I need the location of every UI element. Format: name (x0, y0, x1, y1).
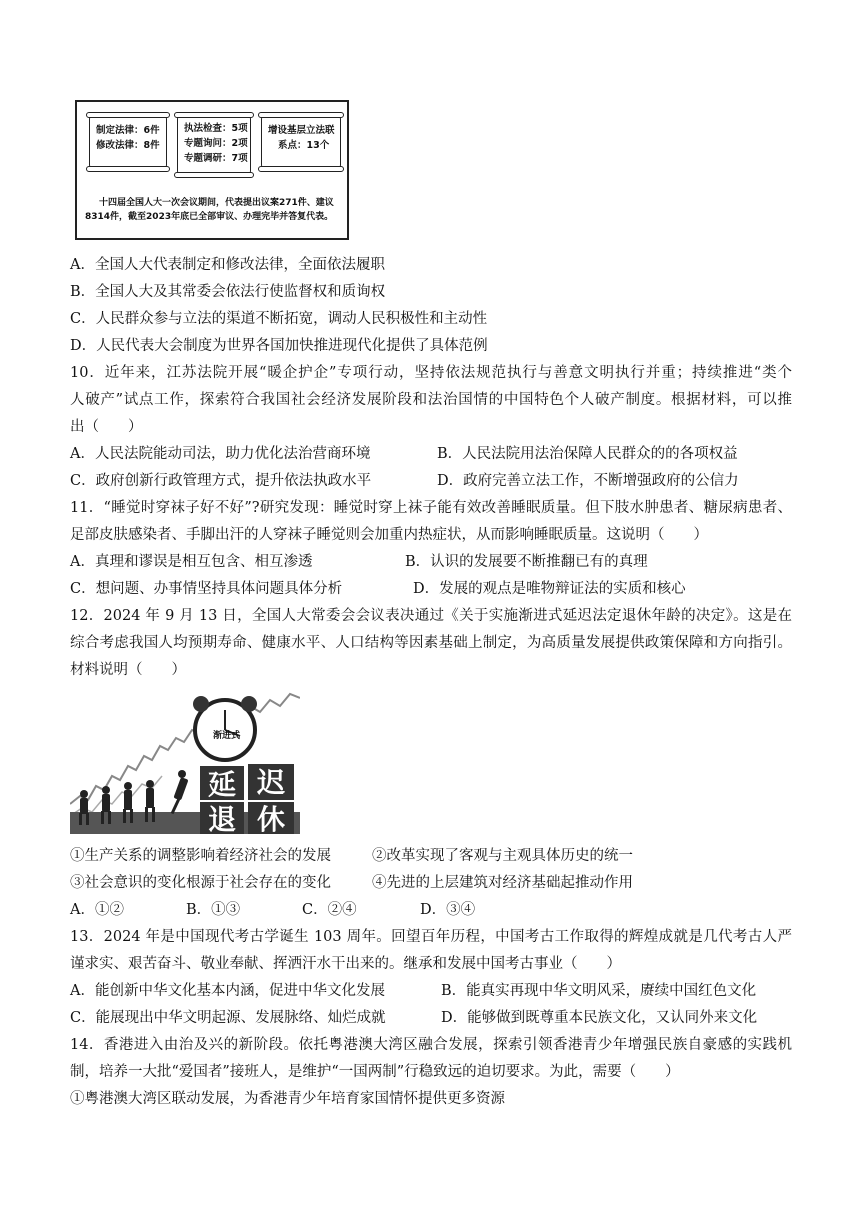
tile-yan-text: 延 (208, 768, 237, 801)
q9-option-c: C．人民群众参与立法的渠道不断拓宽，调动人民积极性和主动性 (70, 311, 488, 327)
npc-statistics-figure (75, 100, 349, 240)
q11-option-a: A．真理和谬误是相互包含、相互渗透 (70, 554, 313, 570)
scroll-text: 专题询问：2项 (184, 138, 248, 149)
caption-line: 十四届全国人大一次会议期间，代表提出议案271件、建议 (99, 198, 334, 208)
q14-stem-line: 14．香港进入由治及兴的新阶段。依托粤港澳大湾区融合发展，探索引领香港青少年增强民族自豪感的实践机 (70, 1037, 792, 1053)
tile-chi-text: 迟 (257, 766, 286, 799)
q10-option-d: D．政府完善立法工作，不断增强政府的公信力 (437, 473, 739, 489)
clock-label: 渐进式 (213, 731, 241, 741)
legislative-contact-scroll (261, 116, 341, 168)
supervision-scroll (177, 116, 251, 174)
q13-stem-line: 谨求实、艰苦奋斗、敬业奉献、挥洒汗水干出来的。继承和发展中国考古事业（ ） (70, 956, 621, 972)
q11-option-d: D．发展的观点是唯物辩证法的实质和核心 (413, 581, 686, 597)
scroll-text: 修改法律：8件 (96, 140, 160, 151)
q10-option-a: A．人民法院能动司法，助力优化法治营商环境 (70, 446, 371, 462)
delayed-retirement-cartoon (70, 686, 300, 834)
q11-option-c: C．想问题、办事情坚持具体问题具体分析 (70, 581, 343, 597)
q12-statement-4: ④先进的上层建筑对经济基础起推动作用 (372, 875, 633, 891)
scroll-text: 系点：13个 (278, 140, 330, 151)
q10-stem-line: 出（ ） (70, 419, 143, 435)
q10-option-b: B．人民法院用法治保障人民群众的的各项权益 (437, 446, 738, 462)
q12-statement-3: ③社会意识的变化根源于社会存在的变化 (70, 875, 331, 891)
q12-option-c: C．②④ (302, 902, 357, 918)
scroll-text: 执法检查：5项 (184, 123, 248, 134)
q13-stem-line: 13．2024 年是中国现代考古学诞生 103 周年。回望百年历程，中国考古工作取得的辉煌成就是几代考古人严 (70, 929, 792, 945)
scroll-text: 制定法律：6件 (96, 125, 160, 136)
tile-xiu-text: 休 (257, 803, 286, 834)
scroll-text: 专题调研：7项 (184, 153, 248, 164)
q13-option-b: B．能真实再现中华文明风采，赓续中国红色文化 (441, 983, 757, 999)
q12-stem-line: 综合考虑我国人均预期寿命、健康水平、人口结构等因素基础上制定，为高质量发展提供政策保障和方向指引。 (70, 635, 792, 651)
caption-line: 8314件，截至2023年底已全部审议、办理完毕并答复代表。 (85, 212, 334, 222)
q13-option-a: A．能创新中华文化基本内涵，促进中华文化发展 (70, 983, 385, 999)
q12-stem-line: 12．2024 年 9 月 13 日，全国人大常委会会议表决通过《关于实施渐进式延迟法定退休年龄的决定》。这是在 (70, 608, 792, 624)
q14-statement-1: ①粤港澳大湾区联动发展，为香港青少年培育家国情怀提供更多资源 (70, 1091, 505, 1107)
q10-stem-line: 人破产”试点工作，探索符合我国社会经济发展阶段和法治国情的中国特色个人破产制度。根据材料，可以推 (70, 392, 792, 408)
q12-statement-2: ②改革实现了客观与主观具体历史的统一 (372, 848, 633, 864)
alarm-clock-icon (193, 696, 257, 760)
q12-option-a: A．①② (70, 902, 124, 918)
q13-option-c: C．能展现出中华文明起源、发展脉络、灿烂成就 (70, 1010, 386, 1026)
q9-option-a: A．全国人大代表制定和修改法律，全面依法履职 (70, 257, 385, 273)
q12-option-d: D．③④ (420, 902, 476, 918)
scroll-text: 增设基层立法联 (268, 125, 335, 136)
tile-tui-text: 退 (208, 803, 237, 834)
q10-option-c: C．政府创新行政管理方式，提升依法执政水平 (70, 473, 372, 489)
q11-stem-line: 足部皮肤感染者、手脚出汗的人穿袜子睡觉则会加重内热症状，从而影响睡眠质量。这说明（ ） (70, 527, 708, 543)
q13-option-d: D．能够做到既尊重本民族文化，又认同外来文化 (441, 1010, 758, 1026)
q12-option-b: B．①③ (186, 902, 241, 918)
q11-stem-line: 11．“睡觉时穿袜子好不好”?研究发现：睡觉时穿上袜子能有效改善睡眠质量。但下肢水肿患者、糖尿病患者、 (70, 500, 792, 516)
q9-option-b: B．全国人大及其常委会依法行使监督权和质询权 (70, 284, 386, 300)
q12-statement-1: ①生产关系的调整影响着经济社会的发展 (70, 848, 331, 864)
q14-stem-line: 制，培养一大批“爱国者”接班人，是维护“一国两制”行稳致远的迫切要求。为此，需要（ ） (70, 1064, 680, 1080)
q12-stem-line: 材料说明（ ） (70, 662, 186, 678)
q10-stem-line: 10．近年来，江苏法院开展“暖企护企”专项行动，坚持依法规范执行与善意文明执行并重；持续推进“类个 (70, 365, 792, 381)
q11-option-b: B．认识的发展要不断推翻已有的真理 (405, 554, 648, 570)
cartoon-illustration (70, 686, 300, 834)
q9-option-d: D．人民代表大会制度为世界各国加快推进现代化提供了具体范例 (70, 338, 488, 354)
figure-caption (85, 196, 339, 224)
law-making-scroll (89, 116, 167, 168)
